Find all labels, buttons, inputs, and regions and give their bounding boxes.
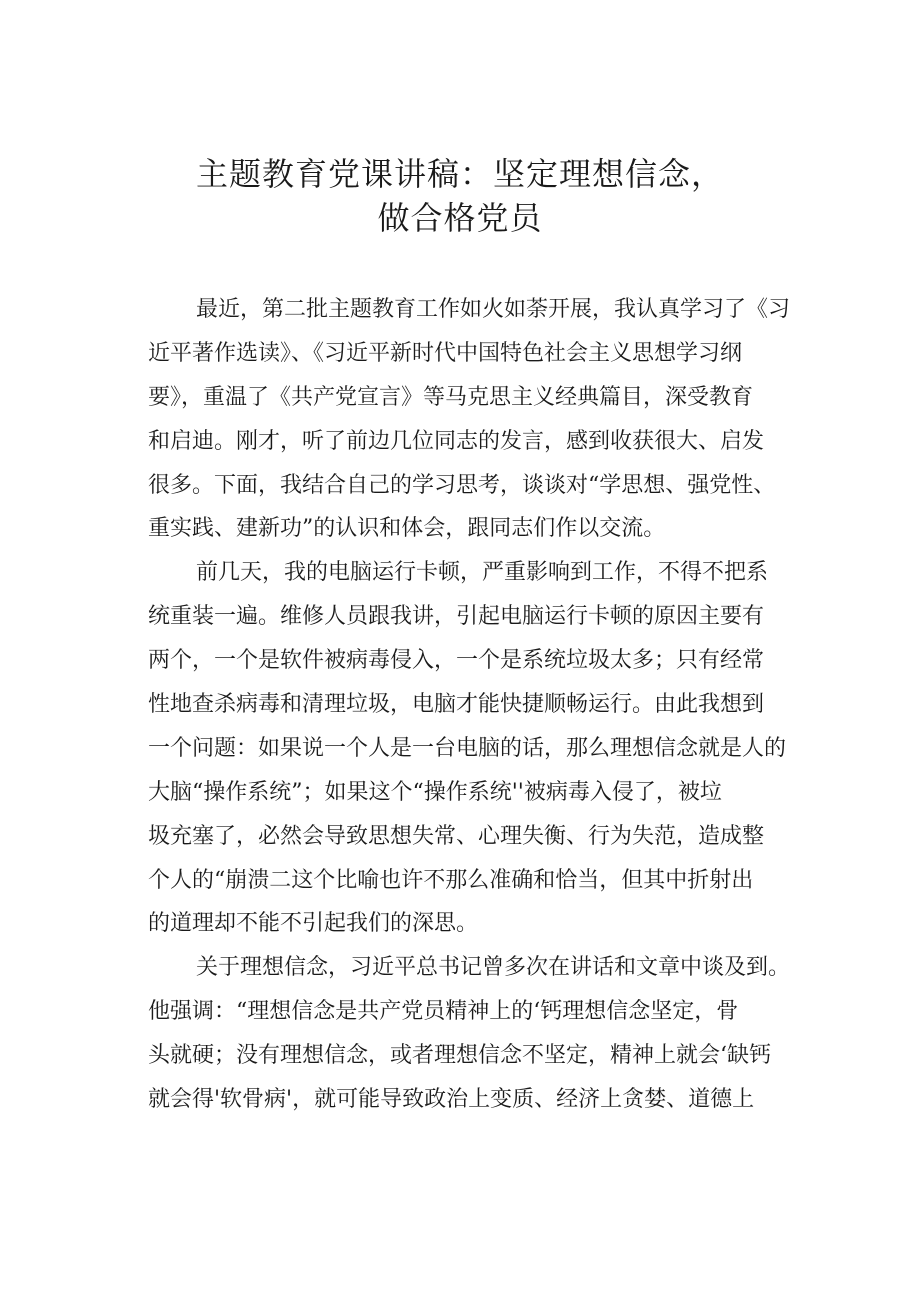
paragraph-line: 性地查杀病毒和清理垃圾，电脑才能快捷顺畅运行。由此我想到 [148, 692, 765, 718]
paragraph-line: 关于理想信念，习近平总书记曾多次在讲话和文章中谈及到。 [196, 955, 791, 981]
paragraph-1 [148, 288, 828, 551]
paragraph-line: 两个，一个是软件被病毒侵入，一个是系统垃圾太多；只有经常 [148, 648, 765, 674]
paragraph-line: 统重装一遍。维修人员跟我讲，引起电脑运行卡顿的原因主要有 [148, 604, 765, 630]
paragraph-line: 的道理却不能不引起我们的深思。 [148, 911, 479, 937]
title-line-1: 主题教育党课讲稿：坚定理想信念， [195, 155, 724, 193]
paragraph-2 [148, 551, 828, 946]
paragraph-line: 近平著作选读》、《习近平新时代中国特色社会主义思想学习纲 [148, 340, 743, 366]
paragraph-line: 个人的“崩溃二这个比喻也许不那么准确和恰当，但其中折射出 [148, 867, 754, 893]
title-line-2: 做合格党员 [377, 199, 543, 237]
paragraph-line: 很多。下面，我结合自己的学习思考，谈谈对“学思想、强党性、 [148, 472, 776, 498]
paragraph-line: 一个问题：如果说一个人是一台电脑的话，那么理想信念就是人的 [148, 735, 787, 761]
paragraph-line: 前几天，我的电脑运行卡顿，严重影响到工作，不得不把系 [196, 560, 769, 586]
paragraph-line: 大脑“操作系统”；如果这个“操作系统''被病毒入侵了，被垃 [148, 779, 722, 805]
paragraph-line: 就会得'软骨病'，就可能导致政治上变质、经济上贪婪、道德上 [148, 1087, 755, 1113]
document-title [0, 152, 920, 240]
paragraph-3 [148, 946, 828, 1122]
paragraph-line: 和启迪。刚才，听了前边几位同志的发言，感到收获很大、启发 [148, 428, 765, 454]
paragraph-line: 圾充塞了，必然会导致思想失常、心理失衡、行为失范，造成整 [148, 823, 765, 849]
paragraph-line: 头就硬；没有理想信念，或者理想信念不坚定，精神上就会‘缺钙 [148, 1043, 771, 1069]
paragraph-line: 要》，重温了《共产党宣言》等马克思主义经典篇目，深受教育 [148, 384, 754, 410]
paragraph-line: 他强调：“理想信念是共产党员精神上的‘钙理想信念坚定，骨 [148, 999, 739, 1025]
document-body [148, 288, 828, 1122]
paragraph-line: 重实践、建新功”的认识和体会，跟同志们作以交流。 [148, 516, 666, 542]
paragraph-line: 最近，第二批主题教育工作如火如荼开展，我认真学习了《习 [196, 297, 791, 322]
